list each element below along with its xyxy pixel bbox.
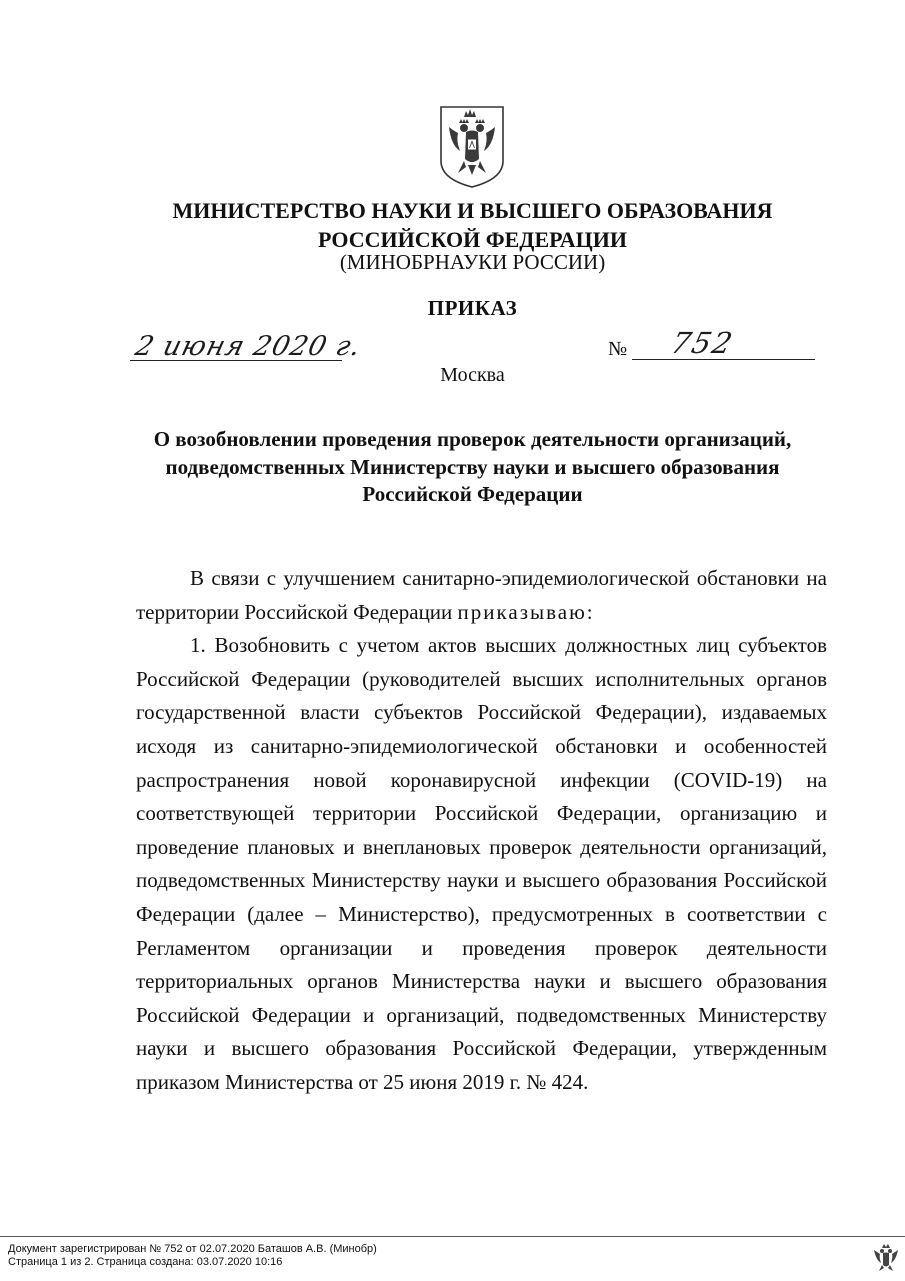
- order-date-field: [130, 328, 365, 362]
- order-city: Москва: [440, 364, 505, 386]
- order-number-field: [632, 326, 815, 360]
- ministry-name-line2: РОССИЙСКОЙ ФЕДЕРАЦИИ: [318, 227, 627, 252]
- russian-coat-of-arms-icon: [436, 103, 508, 189]
- subject-line3: Российской Федерации: [362, 482, 583, 506]
- order-number-sign: №: [608, 338, 628, 360]
- intro-text: В связи с улучшением санитарно-эпидемиологической обстановки на территории Российской Федерации: [136, 566, 827, 624]
- registration-footer: [0, 1236, 905, 1281]
- subject-line1: О возобновлении проведения проверок деятельности организаций,: [153, 427, 792, 451]
- point-1-paragraph: 1. Возобновить с учетом актов высших должностных лиц субъектов Российской Федерации (руководителей высших исполнительных органов государственной власти субъектов Российской Федерации), издаваемых исходя из санитарно-эпидемиологической обстановки и особенностей распространения новой коронавирусной инфекции (COVID-19) на соответствующей территории Российской Федерации, организацию и проведение плановых и внеплановых проверок деятельности организаций, подведомственных Министерству науки и высшего образования Российской Федерации (далее – Министерство), предусмотренных в соответствии с Регламентом организации и проведения проверок деятельности территориальных органов Министерства науки и высшего образования Российской Федерации и организаций, подведомственных Министерству науки и высшего образования Российской Федерации, утвержденным приказом Министерства от 25 июня 2019 г. № 424.: [136, 633, 827, 1094]
- ministry-short-name: (МИНОБРНАУКИ РОССИИ): [339, 250, 606, 274]
- decree-word: приказываю:: [457, 599, 595, 624]
- ministry-name: [100, 196, 845, 254]
- ministry-name-line1: МИНИСТЕРСТВО НАУКИ И ВЫСШЕГО ОБРАЗОВАНИЯ: [172, 198, 773, 223]
- order-subject: [100, 426, 845, 509]
- order-date-handwritten: 2 июня 2020 г.: [132, 331, 365, 362]
- order-body: [136, 562, 827, 1100]
- subject-line2: подведомственных Министерству науки и высшего образования: [165, 454, 780, 479]
- page-info: Страница 1 из 2. Страница создана: 03.07.2020 10:16: [8, 1256, 283, 1268]
- eagle-emblem-icon: [872, 1242, 900, 1274]
- order-number-handwritten: 752: [667, 326, 738, 360]
- registration-info: Документ зарегистрирован № 752 от 02.07.2020 Баташов А.В. (Минобр): [8, 1243, 377, 1255]
- intro-paragraph: [136, 562, 827, 629]
- document-type-title: ПРИКАЗ: [427, 296, 518, 320]
